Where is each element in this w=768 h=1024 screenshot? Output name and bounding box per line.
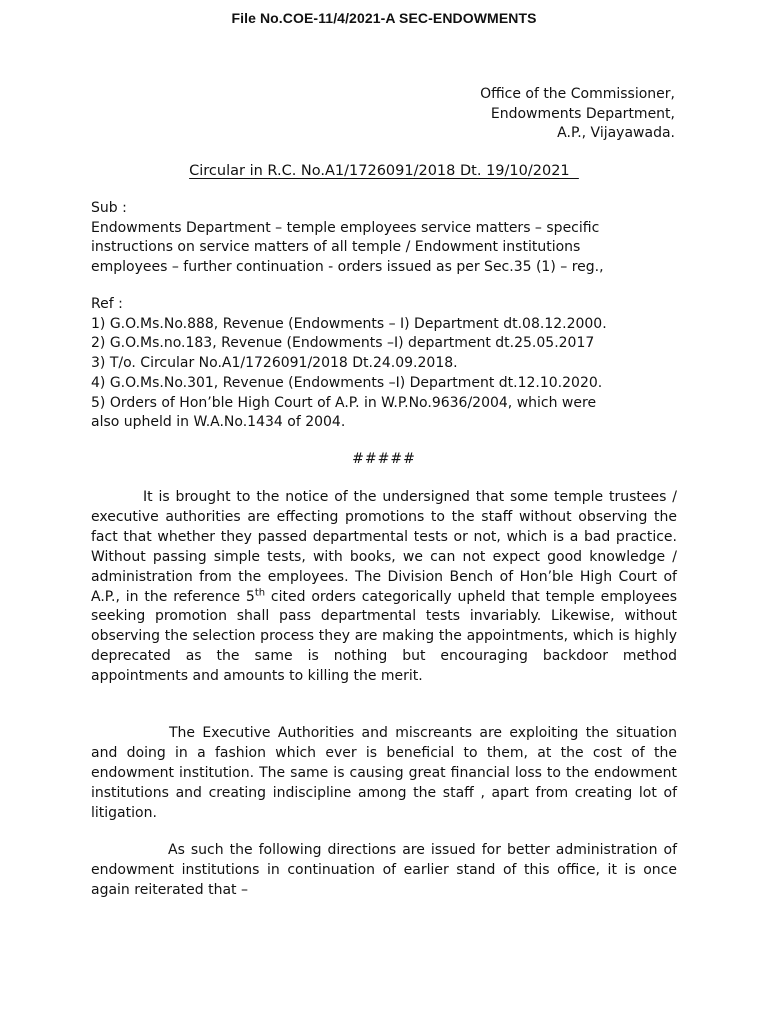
reference-item: also upheld in W.A.No.1434 of 2004. bbox=[91, 414, 346, 431]
subject-line: instructions on service matters of all temple / Endowment institutions bbox=[91, 239, 581, 256]
reference-item: 2) G.O.Ms.no.183, Revenue (Endowments –I) department dt.25.05.2017 bbox=[91, 335, 595, 352]
reference-item: 4) G.O.Ms.No.301, Revenue (Endowments –I) Department dt.12.10.2020. bbox=[91, 374, 603, 391]
paragraph-1-text-continued: cited orders categorically upheld that temple employees seeking promotion shall pass departmental tests invariably. Likewise, without observing the selection process they are making the appointments, which is highly deprecated as the same is nothing but encouraging backdoor method appointments and amounts to killing the merit. bbox=[91, 588, 677, 685]
circular-title: Circular in R.C. No.A1/1726091/2018 Dt. 19/10/2021 bbox=[189, 163, 579, 179]
file-number-header: File No.COE-11/4/2021-A SEC-ENDOWMENTS bbox=[231, 10, 537, 26]
body-paragraph-2: The Executive Authorities and miscreants are exploiting the situation and doing in a fashion which ever is beneficial to them, at the cost of the endowment institution. The same is causing great financial loss to the endowment institutions and creating indiscipline among the staff , apart from creating lot of litigation. bbox=[91, 725, 677, 821]
references-label: Ref : bbox=[91, 296, 123, 312]
reference-item: 5) Orders of Hon’ble High Court of A.P. in W.P.No.9636/2004, which were bbox=[91, 394, 597, 411]
body-paragraph-3: As such the following directions are issued for better administration of endowment institutions in continuation of earlier stand of this office, it is once again reiterated that – bbox=[91, 842, 677, 898]
office-address bbox=[480, 85, 675, 144]
subject-line: Endowments Department – temple employees service matters – specific bbox=[91, 219, 600, 236]
section-separator: ##### bbox=[352, 451, 416, 467]
reference-item: 1) G.O.Ms.No.888, Revenue (Endowments – I) Department dt.08.12.2000. bbox=[91, 315, 607, 332]
body-paragraph-1 bbox=[91, 488, 677, 687]
office-line-2: Endowments Department, bbox=[490, 105, 675, 122]
ordinal-superscript: th bbox=[254, 586, 266, 598]
office-line-3: A.P., Vijayawada. bbox=[557, 125, 675, 141]
references-block bbox=[91, 295, 677, 433]
reference-item: 3) T/o. Circular No.A1/1726091/2018 Dt.24.09.2018. bbox=[91, 355, 458, 372]
paragraph-1-text: It is brought to the notice of the undersigned that some temple trustees / executive authorities are effecting promotions to the staff without observing the fact that whether they passed departmental tests or not, which is a bad practice. Without passing simple tests, with books, we can not expect good knowledge / administration from the employees. The Division Bench of Hon’ble High Court of A.P., in the reference 5 bbox=[91, 489, 677, 605]
subject-label: Sub : bbox=[91, 200, 127, 216]
subject-line: employees – further continuation - orders issued as per Sec.35 (1) – reg., bbox=[91, 259, 604, 276]
office-line-1: Office of the Commissioner, bbox=[480, 86, 675, 102]
subject-block bbox=[91, 199, 677, 278]
